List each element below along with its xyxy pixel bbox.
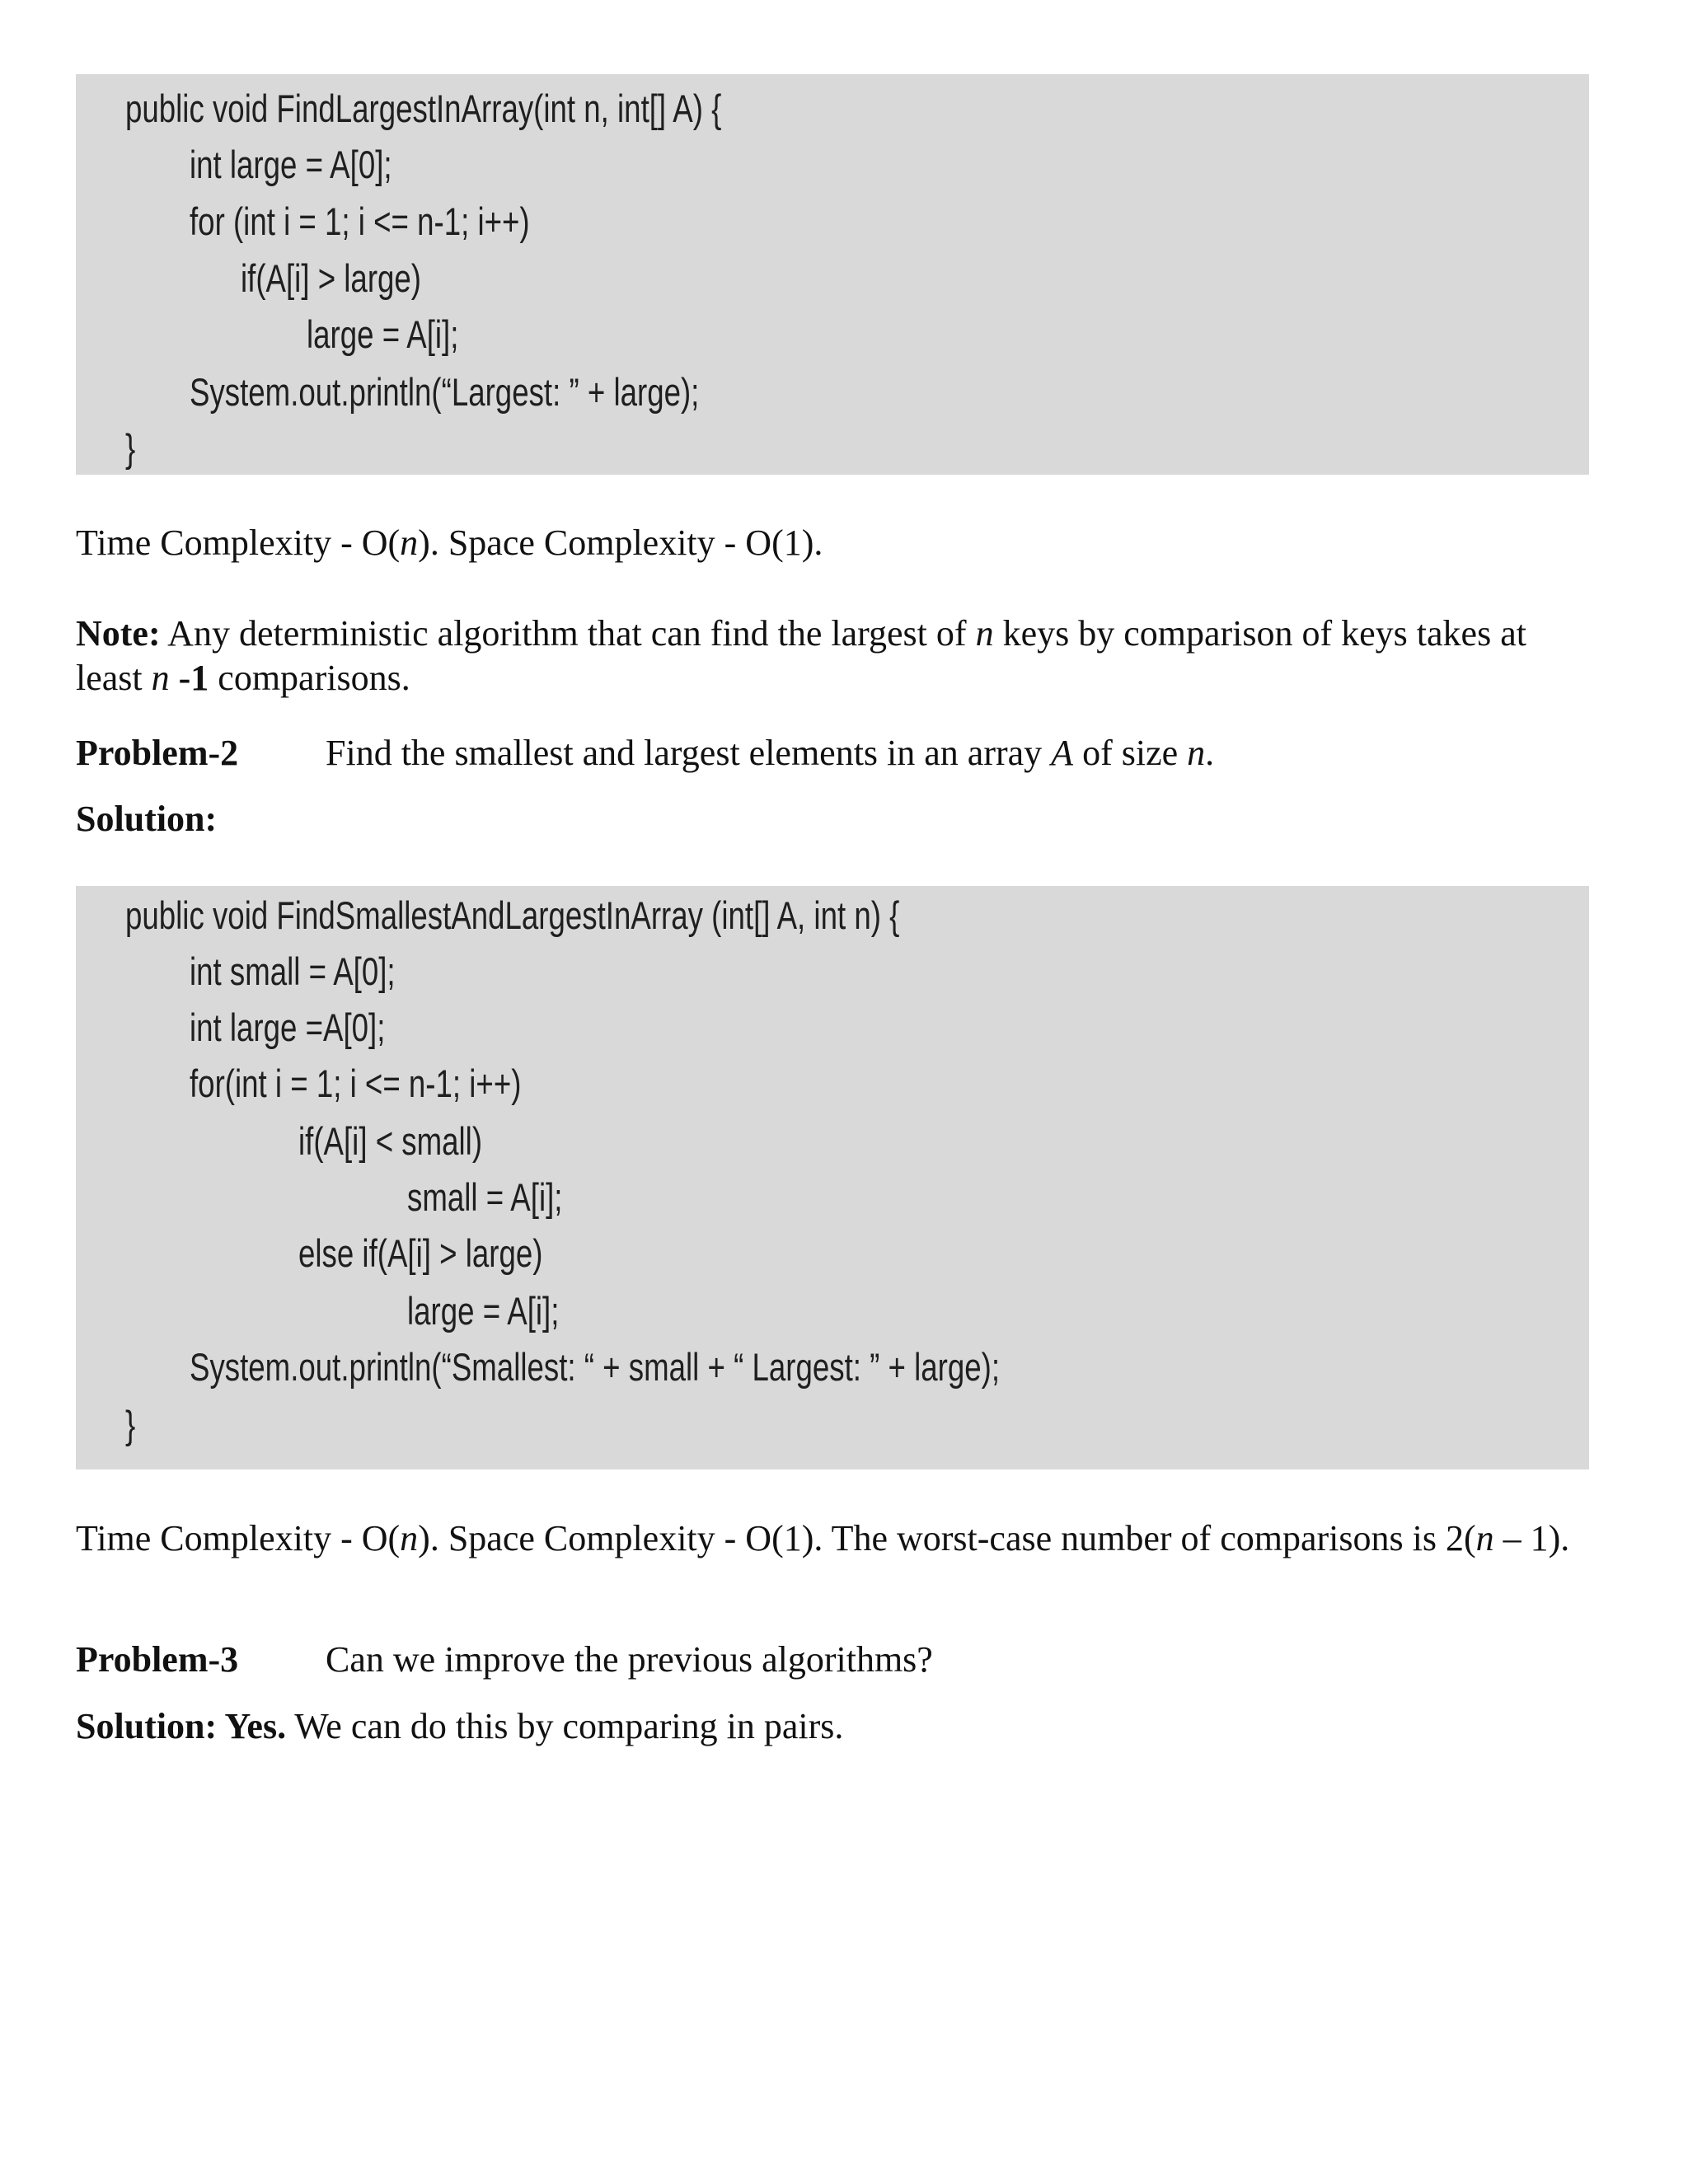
code-line: if(A[i] < small)	[298, 1119, 483, 1163]
complexity-statement-2: Time Complexity - O(n). Space Complexity - O(1). The worst-case number of comparisons is 2(n – 1).	[76, 1518, 1570, 1558]
code-block-find-smallest-and-largest	[76, 886, 1589, 1469]
code-line: large = A[i];	[307, 312, 459, 356]
code-line: System.out.println(“Smallest: “ + small + “ Largest: ” + large);	[190, 1345, 1001, 1389]
code-line: if(A[i] > large)	[241, 256, 422, 300]
code-line: public void FindLargestInArray(int n, int[] A) {	[125, 87, 722, 130]
complexity-statement-1: Time Complexity - O(n). Space Complexity - O(1).	[76, 523, 823, 563]
problem-3-label: Problem-3	[76, 1639, 239, 1680]
code-line: else if(A[i] > large)	[298, 1231, 543, 1275]
code-line: for (int i = 1; i <= n-1; i++)	[190, 199, 530, 243]
code-line: }	[125, 426, 136, 470]
problem-3-text: Can we improve the previous algorithms?	[326, 1639, 933, 1680]
problem-2-text: Find the smallest and largest elements in an array A of size n.	[326, 733, 1215, 773]
problem-2-label: Problem-2	[76, 733, 239, 773]
code-line: int small = A[0];	[190, 949, 396, 993]
code-line: int large =A[0];	[190, 1005, 386, 1049]
code-line: }	[125, 1403, 136, 1446]
solution-2-label: Solution:	[76, 799, 218, 839]
code-block-find-largest	[76, 74, 1589, 475]
code-line: for(int i = 1; i <= n-1; i++)	[190, 1062, 522, 1105]
code-line: public void FindSmallestAndLargestInArray (int[] A, int n) {	[125, 893, 900, 937]
code-line: large = A[i];	[407, 1289, 560, 1333]
code-line: small = A[i];	[407, 1175, 563, 1219]
solution-3-paragraph: Solution: Yes. We can do this by comparing in pairs.	[76, 1706, 844, 1746]
note-paragraph: Note: Any deterministic algorithm that can find the largest of n keys by comparison of keys takes at least n -1 comparisons.	[76, 613, 1526, 698]
code-line: System.out.println(“Largest: ” + large);	[190, 370, 700, 414]
code-line: int large = A[0];	[190, 143, 392, 186]
